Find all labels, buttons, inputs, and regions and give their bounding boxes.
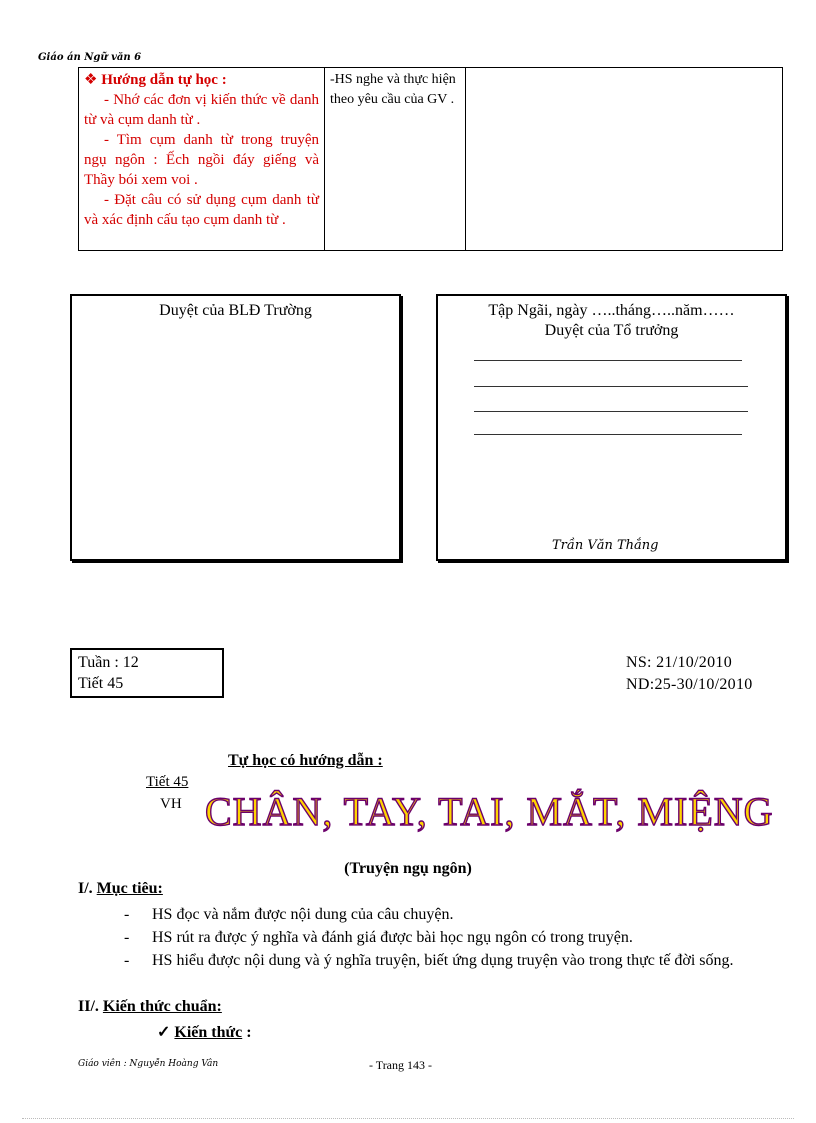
guidance-table (78, 67, 783, 251)
lesson-category: VH (160, 796, 182, 812)
objectives-list (124, 903, 776, 972)
nd-date: ND:25-30/10/2010 (626, 676, 753, 693)
page-bottom-divider (22, 1118, 794, 1119)
period-label: Tiết 45 (78, 675, 124, 692)
lesson-title: CHÂN, TAY, TAI, MẮT, MIỆNG (205, 789, 774, 834)
leader-approval-box (436, 294, 787, 561)
list-item: - HS hiểu được nội dung và ý nghĩa truyện, biết ứng dụng truyện vào trong thực tế đời sống. (124, 949, 776, 972)
section-objectives-heading (78, 880, 163, 898)
diamond-bullet-icon: ❖ (84, 72, 98, 88)
lesson-period: Tiết 45 (146, 774, 189, 790)
signature-line (474, 386, 748, 387)
student-activity-cell: -HS nghe và thực hiện theo yêu cầu của GV . (325, 68, 466, 251)
footer-page-number: - Trang 143 - (369, 1058, 433, 1072)
table-row (79, 68, 783, 251)
guidance-item: - Đặt câu có sử dụng cụm danh từ và xác định cấu tạo cụm danh từ . (84, 192, 319, 228)
section-title: Mục tiêu: (96, 880, 163, 897)
section-number: I/. (78, 880, 93, 897)
guidance-heading: Hướng dẫn tự học : (101, 72, 227, 88)
list-item: - HS rút ra được ý nghĩa và đánh giá được bài học ngụ ngôn có trong truyện. (124, 926, 776, 949)
signature-line (474, 360, 742, 361)
checkmark-icon: ✓ (157, 1024, 171, 1041)
list-item: - HS đọc và nắm được nội dung của câu chuyện. (124, 903, 776, 926)
leader-signature: Trần Văn Thắng (552, 538, 659, 553)
section-number: II/. (78, 998, 99, 1015)
knowledge-check-item: ✓ Kiến thức : (157, 1024, 252, 1041)
ns-date: NS: 21/10/2010 (626, 654, 732, 671)
footer-teacher: Giáo viên : Nguyễn Hoàng Vân (78, 1059, 219, 1069)
empty-cell (466, 68, 783, 251)
header-label: Giáo án Ngữ văn 6 (38, 52, 142, 63)
board-approval-title: Duyệt của BLĐ Trường (159, 302, 312, 319)
section-knowledge-heading (78, 998, 222, 1016)
week-label: Tuần : 12 (78, 654, 139, 671)
week-box (70, 648, 224, 698)
guidance-item: - Tìm cụm danh từ trong truyện ngụ ngôn : Ếch ngồi đáy giếng và Thầy bói xem voi . (84, 132, 319, 188)
story-type: (Truyện ngụ ngôn) (344, 860, 472, 877)
section-title: Kiến thức chuẩn: (102, 998, 222, 1015)
lesson-subject: Tự học có hướng dẫn : (228, 752, 383, 769)
guidance-cell (79, 68, 325, 251)
signature-line (474, 434, 742, 435)
guidance-item: - Nhớ các đơn vị kiến thức về danh từ và cụm danh từ . (84, 92, 319, 128)
dates-block (626, 652, 753, 696)
signature-line (474, 411, 748, 412)
board-approval-box (70, 294, 401, 561)
leader-approval-title: Duyệt của Tổ trưởng (544, 322, 679, 339)
approval-date-line: Tập Ngãi, ngày …..tháng…..năm…… (488, 302, 735, 319)
check-label: Kiến thức (174, 1024, 243, 1041)
